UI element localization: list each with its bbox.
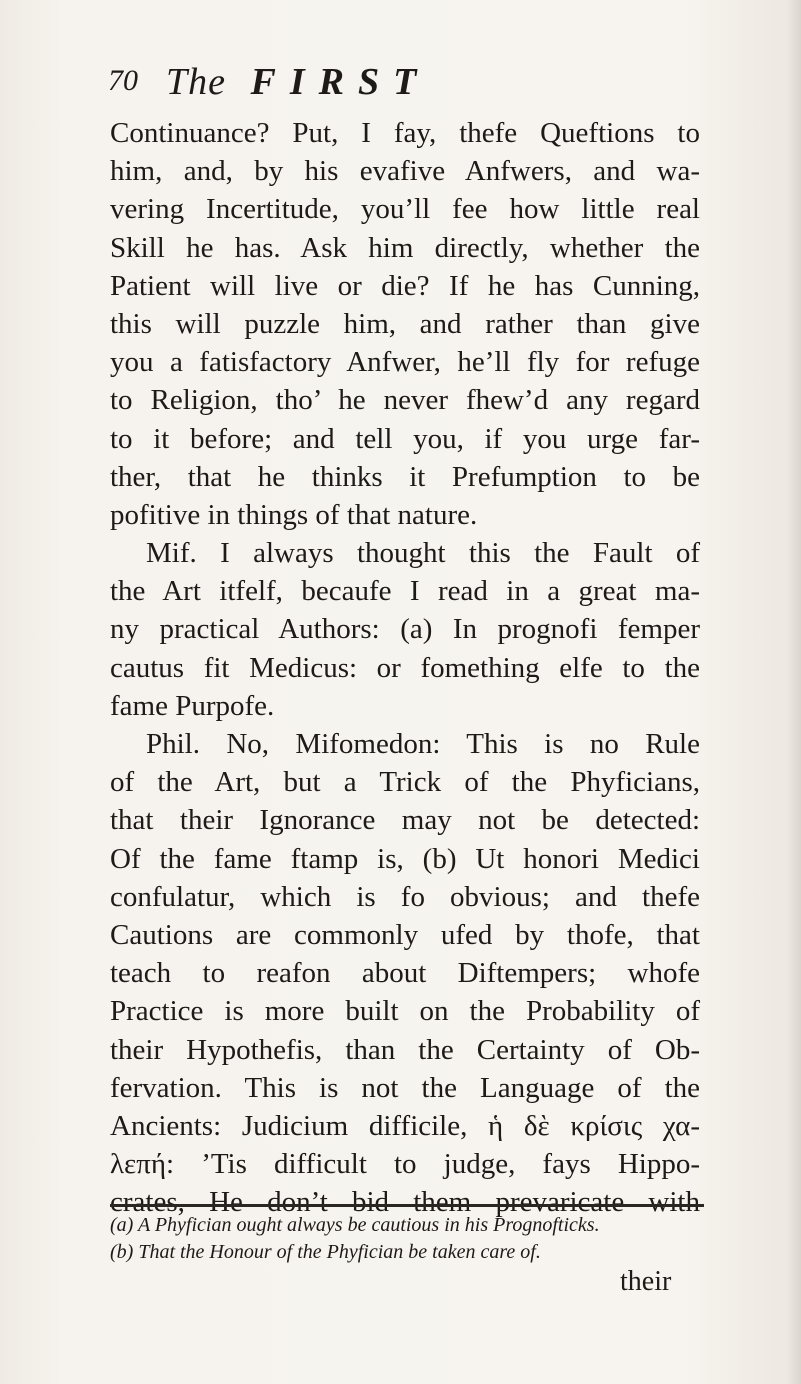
text-line: the Art itfelf, becaufe I read in a great ma- <box>110 575 700 608</box>
text-line: fame Purpofe. <box>110 689 275 722</box>
text-line: Patient will live or die? If he has Cunning, <box>110 269 700 302</box>
text-line: this will puzzle him, and rather than give <box>110 307 700 340</box>
page-header <box>108 60 668 110</box>
footnotes <box>110 1212 704 1266</box>
text-line: ny practical Authors: (a) In prognofi femper <box>110 613 700 646</box>
text-line: teach to reafon about Diftempers; whofe <box>110 957 700 990</box>
text-line: to Religion, tho’ he never fhew’d any regard <box>110 384 700 417</box>
running-head <box>166 60 430 104</box>
running-head-the: The <box>166 61 226 103</box>
text-line: cautus fit Medicus: or fomething elfe to the <box>110 651 700 684</box>
footnote-a: (a) A Phyfician ought always be cautious in his Prognofticks. <box>110 1214 600 1236</box>
text-line: Practice is more built on the Probability of <box>110 995 700 1028</box>
text-line: Of the fame ftamp is, (b) Ut honori Medici <box>110 842 700 875</box>
text-line: crates, He don’t bid them prevaricate with <box>110 1186 700 1219</box>
text-line: to it before; and tell you, if you urge far- <box>110 422 700 455</box>
text-line: Mif. I always thought this the Fault of <box>146 537 700 570</box>
text-line: of the Art, but a Trick of the Phyficians, <box>110 766 700 799</box>
text-line: Phil. No, Mifomedon: This is no Rule <box>146 728 700 760</box>
text-line: their Hypothefis, than the Certainty of Ob- <box>110 1033 700 1066</box>
text-line: confulatur, which is fo obvious; and thefe <box>110 880 700 913</box>
body-text <box>110 114 700 1221</box>
text-line: ther, that he thinks it Prefumption to be <box>110 460 700 493</box>
catchword: their <box>620 1266 672 1297</box>
footnote-b: (b) That the Honour of the Phyfician be taken care of. <box>110 1241 541 1263</box>
text-line: Continuance? Put, I fay, thefe Queftions to <box>110 117 700 149</box>
running-head-first: FIRST <box>250 61 431 103</box>
text-line: Skill he has. Ask him directly, whether the <box>110 231 700 264</box>
text-line: vering Incertitude, you’ll fee how little real <box>110 193 700 226</box>
text-line: pofitive in things of that nature. <box>110 498 478 531</box>
text-line: λεπή: ’Tis difficult to judge, fays Hippo- <box>110 1148 700 1181</box>
page-number: 70 <box>108 64 138 97</box>
text-line: you a fatisfactory Anfwer, he’ll fly for refuge <box>110 346 700 379</box>
text-line: fervation. This is not the Language of the <box>110 1071 700 1104</box>
text-line: Cautions are commonly ufed by thofe, that <box>110 918 700 951</box>
page-edge-shadow <box>787 0 801 1384</box>
footnote-rule <box>110 1204 704 1207</box>
text-line: that their Ignorance may not be detected: <box>110 804 700 837</box>
text-line: Ancients: Judicium difficile, ἡ δὲ κρίσις χα- <box>110 1109 700 1142</box>
text-line: him, and, by his evafive Anfwers, and wa- <box>110 155 700 188</box>
